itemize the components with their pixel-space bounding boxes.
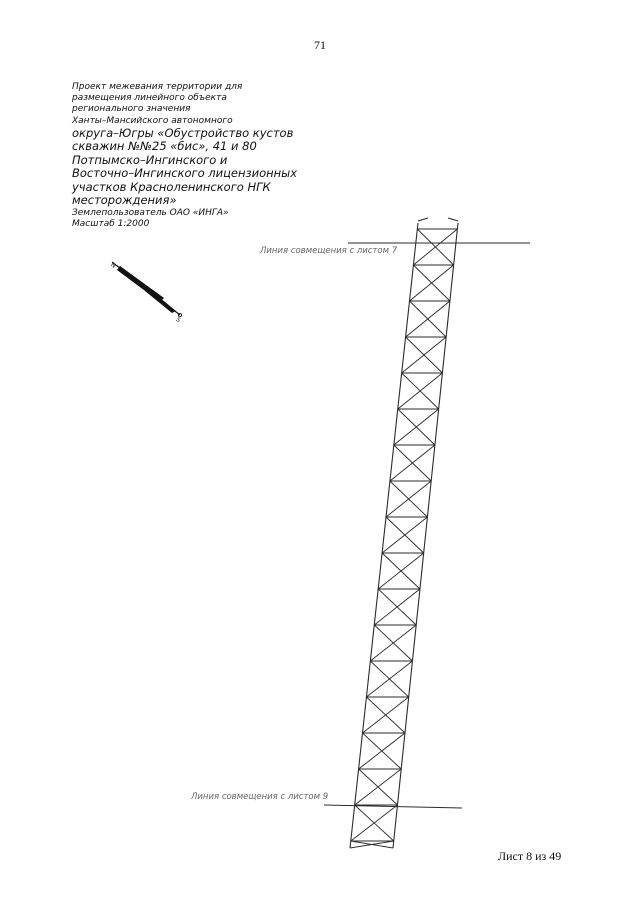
title-line: Проект межевания территории для bbox=[72, 82, 243, 92]
title-line: регионального значения bbox=[72, 104, 191, 115]
lattice-diagonal bbox=[378, 553, 424, 589]
scale-line: Масштаб 1:2000 bbox=[72, 219, 150, 230]
lattice-diagonal bbox=[398, 373, 443, 409]
corridor-lattice bbox=[350, 229, 457, 848]
lattice-diagonal bbox=[366, 661, 412, 697]
lattice-diagonal bbox=[410, 265, 454, 301]
lattice-diagonal bbox=[351, 805, 398, 841]
lattice-diagonal bbox=[386, 481, 431, 517]
lattice-diagonal bbox=[413, 229, 457, 265]
match-line-top-label: Линия совмещения с листом 7 bbox=[260, 246, 398, 256]
lattice-diagonal bbox=[355, 769, 402, 805]
title-line: скважин №№25 «бис», 41 и 80 bbox=[72, 139, 257, 154]
north-letter: N bbox=[108, 261, 117, 270]
title-line: Потпымско–Ингинского и bbox=[72, 152, 228, 167]
lattice-diagonal bbox=[406, 301, 450, 337]
sheet-counter: Лист 8 из 49 bbox=[498, 849, 562, 863]
title-line: участков Красноленинского НГК bbox=[72, 179, 271, 194]
title-line: округа–Югры «Обустройство кустов bbox=[72, 125, 294, 140]
lattice-diagonal bbox=[359, 733, 405, 769]
lattice-diagonal bbox=[402, 337, 446, 373]
land-user-line: Землепользователь ОАО «ИНГА» bbox=[72, 207, 229, 218]
lattice-diagonal bbox=[374, 589, 420, 625]
match-line-bottom bbox=[190, 792, 462, 808]
match-line-top bbox=[259, 243, 530, 256]
lattice-diagonal bbox=[394, 409, 439, 445]
title-line: Ханты–Мансийского автономного bbox=[72, 115, 233, 126]
page-number: 71 bbox=[314, 38, 326, 52]
lattice-diagonal bbox=[370, 625, 416, 661]
lattice-diagonal bbox=[363, 697, 409, 733]
lattice-diagonal bbox=[390, 445, 435, 481]
match-line-bottom-label: Линия совмещения с листом 9 bbox=[191, 792, 329, 802]
north-arrow-icon bbox=[109, 261, 182, 324]
title-line: Восточно–Ингинского лицензионных bbox=[72, 166, 298, 181]
corridor-strip bbox=[350, 218, 458, 848]
south-letter: S bbox=[174, 316, 182, 325]
title-line: размещения линейного объекта bbox=[72, 93, 227, 104]
lattice-diagonal bbox=[382, 517, 427, 553]
title-line: месторождения» bbox=[72, 193, 177, 208]
